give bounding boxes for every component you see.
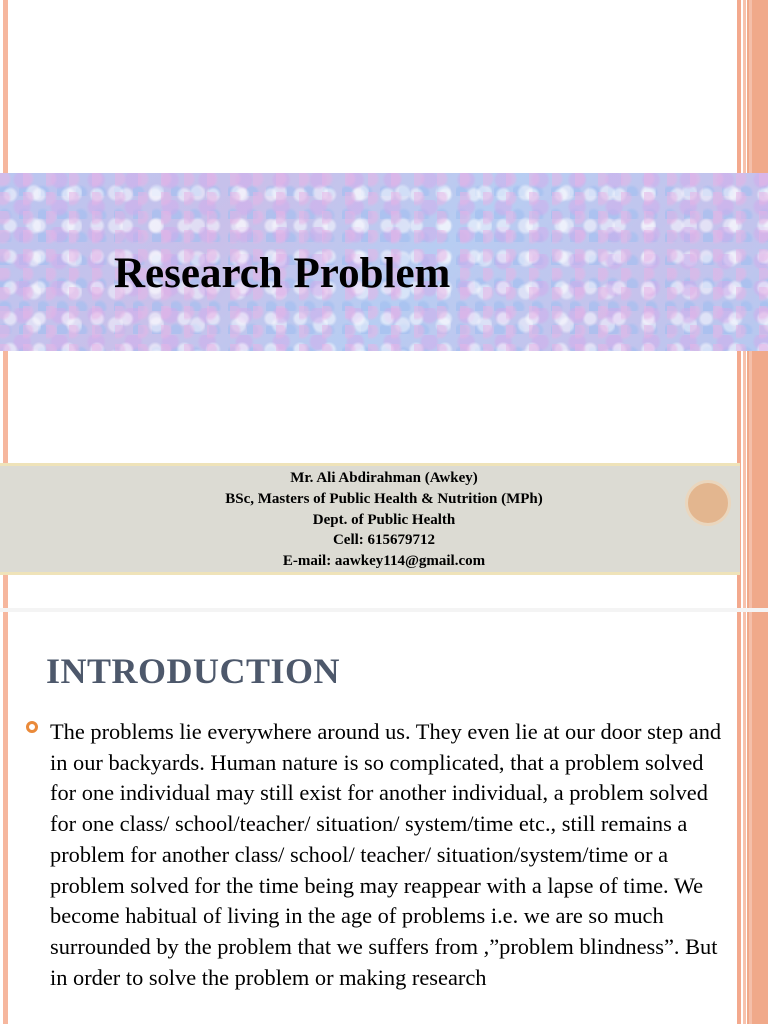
presenter-name: Mr. Ali Abdirahman (Awkey) [290, 470, 478, 486]
presenter-info [0, 468, 768, 572]
presenter-department: Dept. of Public Health [312, 511, 456, 528]
presenter-degree: BSc, Masters of Public Health & Nutrition (MPh) [225, 490, 543, 507]
presenter-cell: Cell: 615679712 [332, 532, 436, 549]
slide-title: Research Problem [114, 250, 451, 297]
intro-heading: INTRODUCTION [46, 651, 341, 691]
slide-separator [0, 608, 768, 612]
presenter-email: E-mail: aawkey114@gmail.com [282, 553, 486, 570]
intro-paragraph: The problems lie everywhere around us. They even lie at our door step and in our backyards. Human nature is so complicated, that a problem solved for one individual may still exist for another individual, a problem solved for one class/ school/teacher/ situation/ system/time etc., still remains a problem for another class/ school/ teacher/ situation/system/time or a problem solved for the time being may reappear with a lapse of time. We become habitual of living in the age of problems i.e. we are so much surrounded by the problem that we suffers from ,”problem blindness”. But in order to solve the problem or making research [50, 719, 722, 990]
circle-bullet-icon [26, 721, 38, 733]
